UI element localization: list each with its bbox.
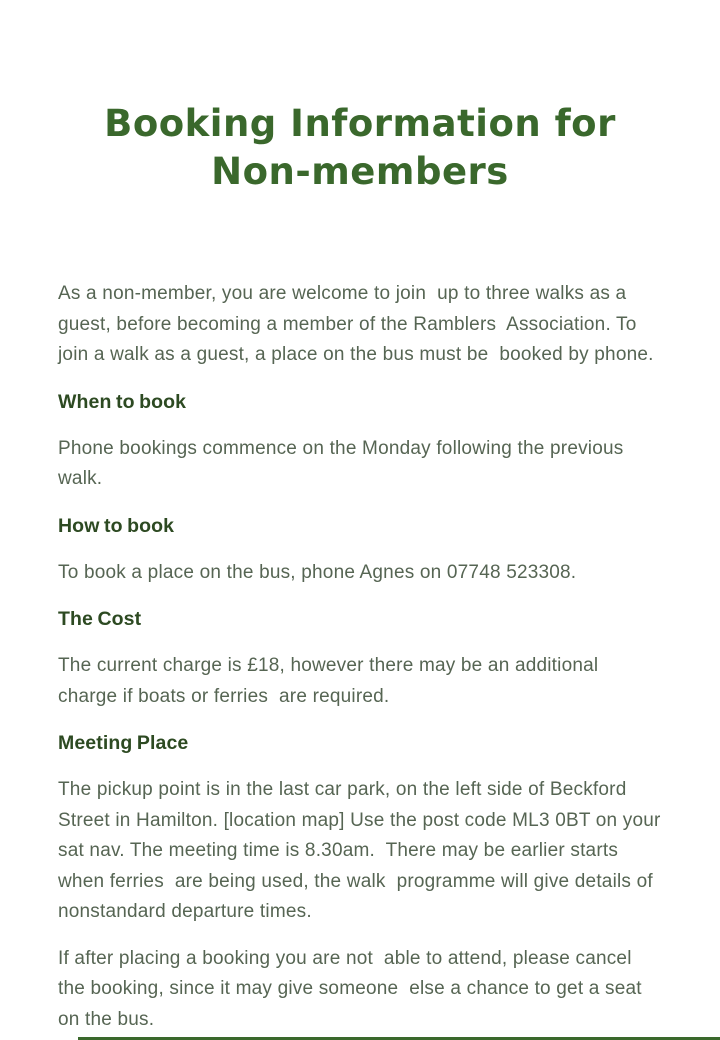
heading-how-to-book: How to book (58, 514, 175, 537)
paragraph-meeting-place: The pickup point is in the last car park, on the left side of Beckford Street in Hamilton. [location map] Use the post code ML3 0BT on your sat nav. The meeting time is 8.30am. There may be earlier starts when ferries are being used, the walk programme will give details of nonstandard departure times. (58, 779, 667, 922)
page-title (0, 0, 720, 196)
page-title-line1: Booking Information for (104, 102, 616, 145)
closing-paragraph: If after placing a booking you are not able to attend, please cancel the booking, since it may give someone else a chance to get a seat on the bus. (58, 947, 648, 1030)
intro-paragraph: As a non-member, you are welcome to join up to three walks as a guest, before becoming a member of the Ramblers Association. To join a walk as a guest, a place on the bus must be booked by phone. (58, 283, 654, 365)
paragraph-when-to-book: Phone bookings commence on the Monday following the previous walk. (58, 437, 629, 489)
document-body (0, 279, 720, 1035)
paragraph-how-to-book: To book a place on the bus, phone Agnes on 07748 523308. (58, 561, 577, 583)
heading-the-cost: The Cost (58, 608, 142, 630)
heading-meeting-place: Meeting Place (58, 732, 189, 754)
heading-when-to-book: When to book (58, 390, 187, 413)
paragraph-the-cost: The current charge is £18, however there may be an additional charge if boats or ferries are required. (58, 655, 604, 707)
page-title-line2: Non-members (211, 150, 509, 193)
